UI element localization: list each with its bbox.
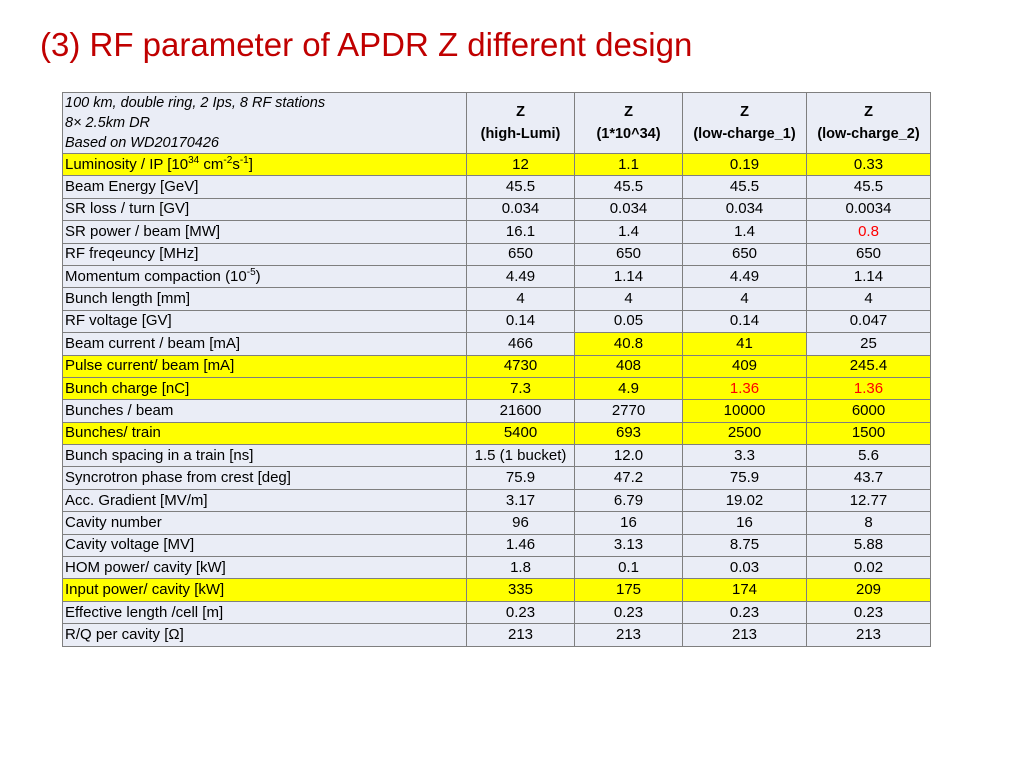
value-cell: 75.9 [467, 467, 575, 489]
value-cell: 409 [683, 355, 807, 377]
table-row [63, 489, 931, 511]
value-cell: 693 [575, 422, 683, 444]
label-text: cm [199, 155, 224, 173]
value-cell: 213 [807, 624, 931, 646]
table-row [63, 265, 931, 287]
value-cell: 0.034 [467, 198, 575, 220]
value-cell: 175 [575, 579, 683, 601]
label-superscript: 34 [188, 154, 200, 166]
value-cell: 0.19 [683, 154, 807, 176]
value-cell: 7.3 [467, 377, 575, 399]
label-superscript: -1 [239, 154, 249, 166]
value-cell: 12.77 [807, 489, 931, 511]
value-cell: 0.0034 [807, 198, 931, 220]
value-cell: 16.1 [467, 221, 575, 243]
table-row [63, 243, 931, 265]
value-cell: 41 [683, 333, 807, 355]
row-label: Pulse current/ beam [mA] [63, 355, 467, 377]
description-line: 8× 2.5km DR [65, 115, 151, 131]
value-cell: 6.79 [575, 489, 683, 511]
label-superscript: -5 [246, 266, 256, 278]
table-row [63, 579, 931, 601]
table-row [63, 601, 931, 623]
table-row [63, 221, 931, 243]
value-cell: 1.4 [683, 221, 807, 243]
value-cell: 1.36 [807, 377, 931, 399]
value-cell: 12.0 [575, 445, 683, 467]
column-variant: (high-Lumi) [480, 126, 561, 142]
value-cell: 5.6 [807, 445, 931, 467]
value-cell: 5.88 [807, 534, 931, 556]
value-cell: 8.75 [683, 534, 807, 556]
table-row [63, 310, 931, 332]
value-cell: 47.2 [575, 467, 683, 489]
description-line: Based on WD20170426 [65, 135, 219, 151]
table-row [63, 624, 931, 646]
row-label: RF voltage [GV] [63, 310, 467, 332]
value-cell: 4 [683, 288, 807, 310]
row-label: Input power/ cavity [kW] [63, 579, 467, 601]
table-row [63, 377, 931, 399]
value-cell: 6000 [807, 400, 931, 422]
row-label [63, 265, 467, 287]
table-row [63, 512, 931, 534]
value-cell: 650 [575, 243, 683, 265]
row-label: Cavity number [63, 512, 467, 534]
value-cell: 1.14 [807, 265, 931, 287]
value-cell: 174 [683, 579, 807, 601]
value-cell: 3.3 [683, 445, 807, 467]
row-label: Bunch charge [nC] [63, 377, 467, 399]
row-label: Beam current / beam [mA] [63, 333, 467, 355]
table-row [63, 176, 931, 198]
table-row [63, 534, 931, 556]
column-header-1e34 [575, 93, 683, 154]
column-variant: (low-charge_2) [817, 126, 920, 142]
value-cell: 650 [467, 243, 575, 265]
label-text: ) [255, 267, 261, 285]
value-cell: 466 [467, 333, 575, 355]
value-cell: 1.8 [467, 557, 575, 579]
label-text: Momentum compaction (10 [65, 267, 247, 285]
value-cell: 19.02 [683, 489, 807, 511]
value-cell: 2500 [683, 422, 807, 444]
row-label: RF freqeuncy [MHz] [63, 243, 467, 265]
value-cell: 4730 [467, 355, 575, 377]
row-label [63, 154, 467, 176]
value-cell: 2770 [575, 400, 683, 422]
table-row [63, 198, 931, 220]
value-cell: 40.8 [575, 333, 683, 355]
value-cell: 45.5 [575, 176, 683, 198]
value-cell: 0.034 [575, 198, 683, 220]
value-cell: 209 [807, 579, 931, 601]
value-cell: 0.23 [467, 601, 575, 623]
column-name: Z [516, 104, 525, 120]
row-label: Bunches / beam [63, 400, 467, 422]
row-label: Beam Energy [GeV] [63, 176, 467, 198]
value-cell: 4 [807, 288, 931, 310]
value-cell: 25 [807, 333, 931, 355]
value-cell: 45.5 [683, 176, 807, 198]
value-cell: 245.4 [807, 355, 931, 377]
table-header-row [63, 93, 931, 154]
value-cell: 16 [683, 512, 807, 534]
value-cell: 0.047 [807, 310, 931, 332]
table-row [63, 154, 931, 176]
value-cell: 8 [807, 512, 931, 534]
value-cell: 0.14 [467, 310, 575, 332]
row-label: Acc. Gradient [MV/m] [63, 489, 467, 511]
row-label: Bunch length [mm] [63, 288, 467, 310]
value-cell: 0.034 [683, 198, 807, 220]
value-cell: 650 [807, 243, 931, 265]
value-cell: 12 [467, 154, 575, 176]
value-cell: 213 [575, 624, 683, 646]
value-cell: 43.7 [807, 467, 931, 489]
table-row [63, 288, 931, 310]
value-cell: 0.1 [575, 557, 683, 579]
value-cell: 408 [575, 355, 683, 377]
value-cell: 4 [467, 288, 575, 310]
column-header-high-lumi [467, 93, 575, 154]
table-description [63, 93, 467, 154]
value-cell: 0.8 [807, 221, 931, 243]
value-cell: 16 [575, 512, 683, 534]
value-cell: 0.05 [575, 310, 683, 332]
value-cell: 0.23 [575, 601, 683, 623]
value-cell: 335 [467, 579, 575, 601]
table-row [63, 333, 931, 355]
table-row [63, 467, 931, 489]
value-cell: 1.4 [575, 221, 683, 243]
row-label: Syncrotron phase from crest [deg] [63, 467, 467, 489]
slide-title: (3) RF parameter of APDR Z different design [40, 26, 693, 63]
label-text: s [232, 155, 240, 173]
value-cell: 1.46 [467, 534, 575, 556]
value-cell: 45.5 [807, 176, 931, 198]
value-cell: 3.17 [467, 489, 575, 511]
value-cell: 45.5 [467, 176, 575, 198]
value-cell: 4.9 [575, 377, 683, 399]
value-cell: 213 [467, 624, 575, 646]
column-name: Z [740, 104, 749, 120]
column-name: Z [624, 104, 633, 120]
column-header-low-charge-1 [683, 93, 807, 154]
row-label: Cavity voltage [MV] [63, 534, 467, 556]
row-label: HOM power/ cavity [kW] [63, 557, 467, 579]
value-cell: 1.5 (1 bucket) [467, 445, 575, 467]
value-cell: 4.49 [467, 265, 575, 287]
value-cell: 650 [683, 243, 807, 265]
row-label: Effective length /cell [m] [63, 601, 467, 623]
label-text: ] [248, 155, 253, 173]
table-row [63, 355, 931, 377]
value-cell: 0.02 [807, 557, 931, 579]
value-cell: 75.9 [683, 467, 807, 489]
row-label: Bunch spacing in a train [ns] [63, 445, 467, 467]
value-cell: 21600 [467, 400, 575, 422]
value-cell: 0.14 [683, 310, 807, 332]
value-cell: 4 [575, 288, 683, 310]
column-variant: (low-charge_1) [693, 126, 796, 142]
value-cell: 4.49 [683, 265, 807, 287]
table-row [63, 400, 931, 422]
value-cell: 1500 [807, 422, 931, 444]
label-superscript: -2 [223, 154, 233, 166]
value-cell: 0.33 [807, 154, 931, 176]
table-row [63, 445, 931, 467]
rf-parameter-table [62, 92, 931, 647]
column-name: Z [864, 104, 873, 120]
table-row [63, 557, 931, 579]
row-label: SR loss / turn [GV] [63, 198, 467, 220]
column-header-low-charge-2 [807, 93, 931, 154]
value-cell: 96 [467, 512, 575, 534]
value-cell: 0.03 [683, 557, 807, 579]
row-label: SR power / beam [MW] [63, 221, 467, 243]
value-cell: 10000 [683, 400, 807, 422]
column-variant: (1*10^34) [596, 126, 661, 142]
value-cell: 0.23 [807, 601, 931, 623]
value-cell: 5400 [467, 422, 575, 444]
label-text: Luminosity / IP [10 [65, 155, 189, 173]
row-label: R/Q per cavity [Ω] [63, 624, 467, 646]
value-cell: 0.23 [683, 601, 807, 623]
value-cell: 1.1 [575, 154, 683, 176]
value-cell: 213 [683, 624, 807, 646]
row-label: Bunches/ train [63, 422, 467, 444]
value-cell: 1.36 [683, 377, 807, 399]
value-cell: 1.14 [575, 265, 683, 287]
description-line: 100 km, double ring, 2 Ips, 8 RF stations [65, 95, 326, 111]
table-row [63, 422, 931, 444]
value-cell: 3.13 [575, 534, 683, 556]
